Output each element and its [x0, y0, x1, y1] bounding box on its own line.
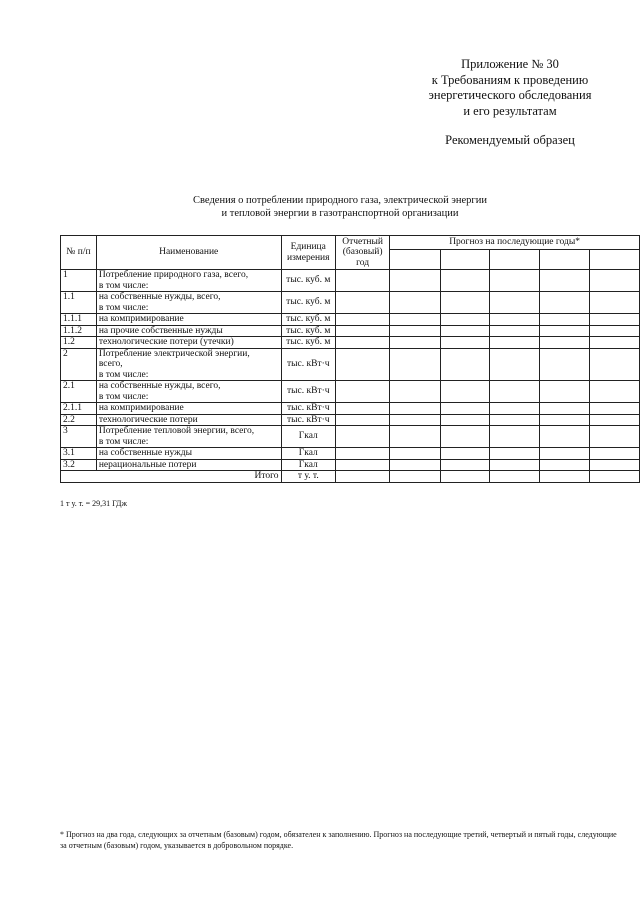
- table-row: [61, 426, 640, 448]
- base-year-cell[interactable]: [336, 292, 390, 314]
- row-name-line: на прочие собственные нужды: [98, 325, 223, 336]
- forecast-cell[interactable]: [390, 414, 440, 426]
- row-number: 2.2: [61, 414, 97, 426]
- forecast-cell[interactable]: [489, 426, 539, 448]
- row-name: [96, 348, 281, 381]
- forecast-cell[interactable]: [589, 459, 639, 471]
- table-row: [61, 381, 640, 403]
- row-unit: тыс. кВт·ч: [281, 403, 335, 415]
- forecast-cell[interactable]: [440, 426, 489, 448]
- total-label: Итого: [96, 471, 281, 483]
- forecast-cell[interactable]: [489, 448, 539, 460]
- table-row: [61, 325, 640, 337]
- forecast-cell[interactable]: [390, 381, 440, 403]
- row-name: [96, 403, 281, 415]
- forecast-cell[interactable]: [540, 426, 589, 448]
- forecast-cell[interactable]: [540, 348, 589, 381]
- forecast-cell[interactable]: [440, 337, 489, 349]
- forecast-cell[interactable]: [540, 325, 589, 337]
- table-row: [61, 403, 640, 415]
- total-cell[interactable]: [540, 471, 589, 483]
- forecast-cell[interactable]: [489, 314, 539, 326]
- forecast-cell[interactable]: [489, 348, 539, 381]
- row-unit: Гкал: [281, 448, 335, 460]
- base-year-cell[interactable]: [336, 314, 390, 326]
- forecast-cell[interactable]: [540, 403, 589, 415]
- row-number: 2: [61, 348, 97, 381]
- row-unit: тыс. куб. м: [281, 325, 335, 337]
- forecast-cell[interactable]: [489, 414, 539, 426]
- base-year-cell[interactable]: [336, 348, 390, 381]
- header-unit: Единица измерения: [281, 236, 335, 270]
- document-title: [150, 194, 530, 220]
- header-name: Наименование: [96, 236, 281, 270]
- forecast-cell[interactable]: [589, 448, 639, 460]
- forecast-cell[interactable]: [390, 292, 440, 314]
- appendix-header: [410, 57, 610, 149]
- forecast-year-2[interactable]: [440, 250, 489, 270]
- row-name-line: на собственные нужды: [98, 448, 192, 458]
- forecast-cell[interactable]: [540, 292, 589, 314]
- row-name: [96, 325, 281, 337]
- row-unit: тыс. кВт·ч: [281, 381, 335, 403]
- forecast-cell[interactable]: [489, 459, 539, 471]
- row-name-line: Потребление тепловой энергии, всего,: [98, 426, 255, 436]
- forecast-cell[interactable]: [390, 325, 440, 337]
- forecast-cell[interactable]: [589, 314, 639, 326]
- footnote-forecast: * Прогноз на два года, следующих за отчетным (базовым) годом, обязателен к заполнению. Прогноз на последующие третий, четвертый и пятый годы, следующие за отчетным (базовым) годом, указывается в добровольном порядке.: [60, 830, 617, 850]
- appendix-line-2: энергетического обследования: [428, 88, 592, 102]
- appendix-line-1: к Требованиям к проведению: [431, 72, 589, 87]
- table-row: [61, 337, 640, 349]
- table-row: [61, 448, 640, 460]
- forecast-cell[interactable]: [440, 325, 489, 337]
- total-cell[interactable]: [489, 471, 539, 483]
- base-year-cell[interactable]: [336, 381, 390, 403]
- recommended-sample: Рекомендуемый образец: [445, 133, 575, 147]
- base-year-cell[interactable]: [336, 270, 390, 292]
- row-name-line: на собственные нужды, всего,: [98, 381, 221, 391]
- forecast-cell[interactable]: [589, 292, 639, 314]
- consumption-table: [60, 235, 640, 483]
- forecast-year-5[interactable]: [589, 250, 639, 270]
- row-unit: тыс. куб. м: [281, 270, 335, 292]
- forecast-cell[interactable]: [440, 448, 489, 460]
- table-row: [61, 459, 640, 471]
- row-name: [96, 270, 281, 292]
- row-name: [96, 292, 281, 314]
- row-name: [96, 448, 281, 460]
- row-name: [96, 337, 281, 349]
- row-unit: тыс. куб. м: [281, 337, 335, 349]
- row-name: [96, 426, 281, 448]
- footnote-conversion: 1 т у. т. = 29,31 ГДж: [60, 499, 128, 508]
- forecast-cell[interactable]: [540, 337, 589, 349]
- total-row: [61, 471, 640, 483]
- base-year-cell[interactable]: [336, 459, 390, 471]
- forecast-cell[interactable]: [390, 459, 440, 471]
- forecast-cell[interactable]: [589, 414, 639, 426]
- document-title-line-2: и тепловой энергии в газотранспортной организации: [221, 208, 459, 219]
- row-unit: тыс. куб. м: [281, 292, 335, 314]
- row-unit: Гкал: [281, 426, 335, 448]
- row-name-line: в том числе:: [98, 280, 149, 291]
- base-year-cell[interactable]: [336, 325, 390, 337]
- row-name-line: в том числе:: [98, 369, 149, 380]
- forecast-cell[interactable]: [589, 348, 639, 381]
- forecast-cell[interactable]: [589, 325, 639, 337]
- forecast-cell[interactable]: [540, 459, 589, 471]
- row-name-line: на собственные нужды, всего,: [98, 292, 221, 302]
- row-number: 2.1.1: [61, 403, 97, 415]
- table-row: [61, 292, 640, 314]
- forecast-cell[interactable]: [440, 348, 489, 381]
- forecast-cell[interactable]: [540, 314, 589, 326]
- row-name-line: всего,: [98, 359, 123, 369]
- row-name-line: на компримирование: [98, 314, 184, 324]
- forecast-cell[interactable]: [489, 403, 539, 415]
- total-cell[interactable]: [440, 471, 489, 483]
- header-base-year: Отчетный (базовый) год: [336, 236, 390, 270]
- forecast-cell[interactable]: [390, 270, 440, 292]
- forecast-cell[interactable]: [489, 325, 539, 337]
- appendix-line-3: и его результатам: [463, 103, 557, 118]
- row-number: 3.1: [61, 448, 97, 460]
- base-year-cell[interactable]: [336, 414, 390, 426]
- forecast-cell[interactable]: [589, 270, 639, 292]
- total-cell[interactable]: [336, 471, 390, 483]
- row-name-line: в том числе:: [98, 391, 149, 402]
- row-number: 3.2: [61, 459, 97, 471]
- row-name-line: Потребление природного газа, всего,: [98, 270, 249, 280]
- row-name-line: технологические потери (утечки): [98, 337, 234, 347]
- header-num: № п/п: [61, 236, 97, 270]
- row-number: 1.1.1: [61, 314, 97, 326]
- forecast-year-4[interactable]: [540, 250, 589, 270]
- row-name: [96, 459, 281, 471]
- forecast-cell[interactable]: [390, 314, 440, 326]
- forecast-cell[interactable]: [540, 270, 589, 292]
- forecast-cell[interactable]: [440, 314, 489, 326]
- row-number: 1.2: [61, 337, 97, 349]
- forecast-cell[interactable]: [540, 381, 589, 403]
- forecast-cell[interactable]: [390, 337, 440, 349]
- forecast-cell[interactable]: [440, 403, 489, 415]
- total-blank: [61, 471, 97, 483]
- forecast-cell[interactable]: [390, 426, 440, 448]
- row-name-line: в том числе:: [98, 436, 149, 447]
- row-name-line: Потребление электрической энергии,: [98, 348, 250, 359]
- forecast-cell[interactable]: [589, 381, 639, 403]
- row-unit: тыс. кВт·ч: [281, 414, 335, 426]
- base-year-cell[interactable]: [336, 403, 390, 415]
- forecast-cell[interactable]: [390, 403, 440, 415]
- base-year-cell[interactable]: [336, 448, 390, 460]
- forecast-cell[interactable]: [540, 448, 589, 460]
- base-year-cell[interactable]: [336, 426, 390, 448]
- forecast-cell[interactable]: [489, 292, 539, 314]
- forecast-cell[interactable]: [589, 426, 639, 448]
- row-unit: Гкал: [281, 459, 335, 471]
- table-row: [61, 348, 640, 381]
- forecast-year-1[interactable]: [390, 250, 440, 270]
- document-title-line-1: Сведения о потреблении природного газа, электрической энергии: [193, 195, 487, 206]
- row-unit: тыс. куб. м: [281, 314, 335, 326]
- row-name-line: технологические потери: [98, 414, 198, 425]
- row-number: 1: [61, 270, 97, 292]
- row-unit: тыс. кВт·ч: [281, 348, 335, 381]
- forecast-cell[interactable]: [489, 337, 539, 349]
- table-row: [61, 314, 640, 326]
- forecast-year-3[interactable]: [489, 250, 539, 270]
- base-year-cell[interactable]: [336, 337, 390, 349]
- row-number: 3: [61, 426, 97, 448]
- table-row: [61, 270, 640, 292]
- row-name-line: на компримирование: [98, 403, 184, 413]
- row-number: 1.1: [61, 292, 97, 314]
- forecast-cell[interactable]: [589, 403, 639, 415]
- table-row: [61, 414, 640, 426]
- forecast-cell[interactable]: [440, 270, 489, 292]
- total-unit: т у. т.: [281, 471, 335, 483]
- forecast-cell[interactable]: [440, 414, 489, 426]
- total-cell[interactable]: [589, 471, 639, 483]
- forecast-cell[interactable]: [489, 270, 539, 292]
- forecast-cell[interactable]: [489, 381, 539, 403]
- forecast-cell[interactable]: [440, 381, 489, 403]
- forecast-cell[interactable]: [540, 414, 589, 426]
- row-name-line: в том числе:: [98, 302, 149, 313]
- total-cell[interactable]: [390, 471, 440, 483]
- appendix-number: Приложение № 30: [461, 57, 559, 71]
- row-name: [96, 414, 281, 426]
- row-number: 2.1: [61, 381, 97, 403]
- row-name: [96, 381, 281, 403]
- row-name: [96, 314, 281, 326]
- forecast-cell[interactable]: [390, 348, 440, 381]
- header-forecast: Прогноз на последующие годы*: [390, 236, 640, 250]
- forecast-cell[interactable]: [440, 292, 489, 314]
- forecast-cell[interactable]: [440, 459, 489, 471]
- forecast-cell[interactable]: [390, 448, 440, 460]
- row-number: 1.1.2: [61, 325, 97, 337]
- forecast-cell[interactable]: [589, 337, 639, 349]
- row-name-line: нерациональные потери: [98, 459, 197, 470]
